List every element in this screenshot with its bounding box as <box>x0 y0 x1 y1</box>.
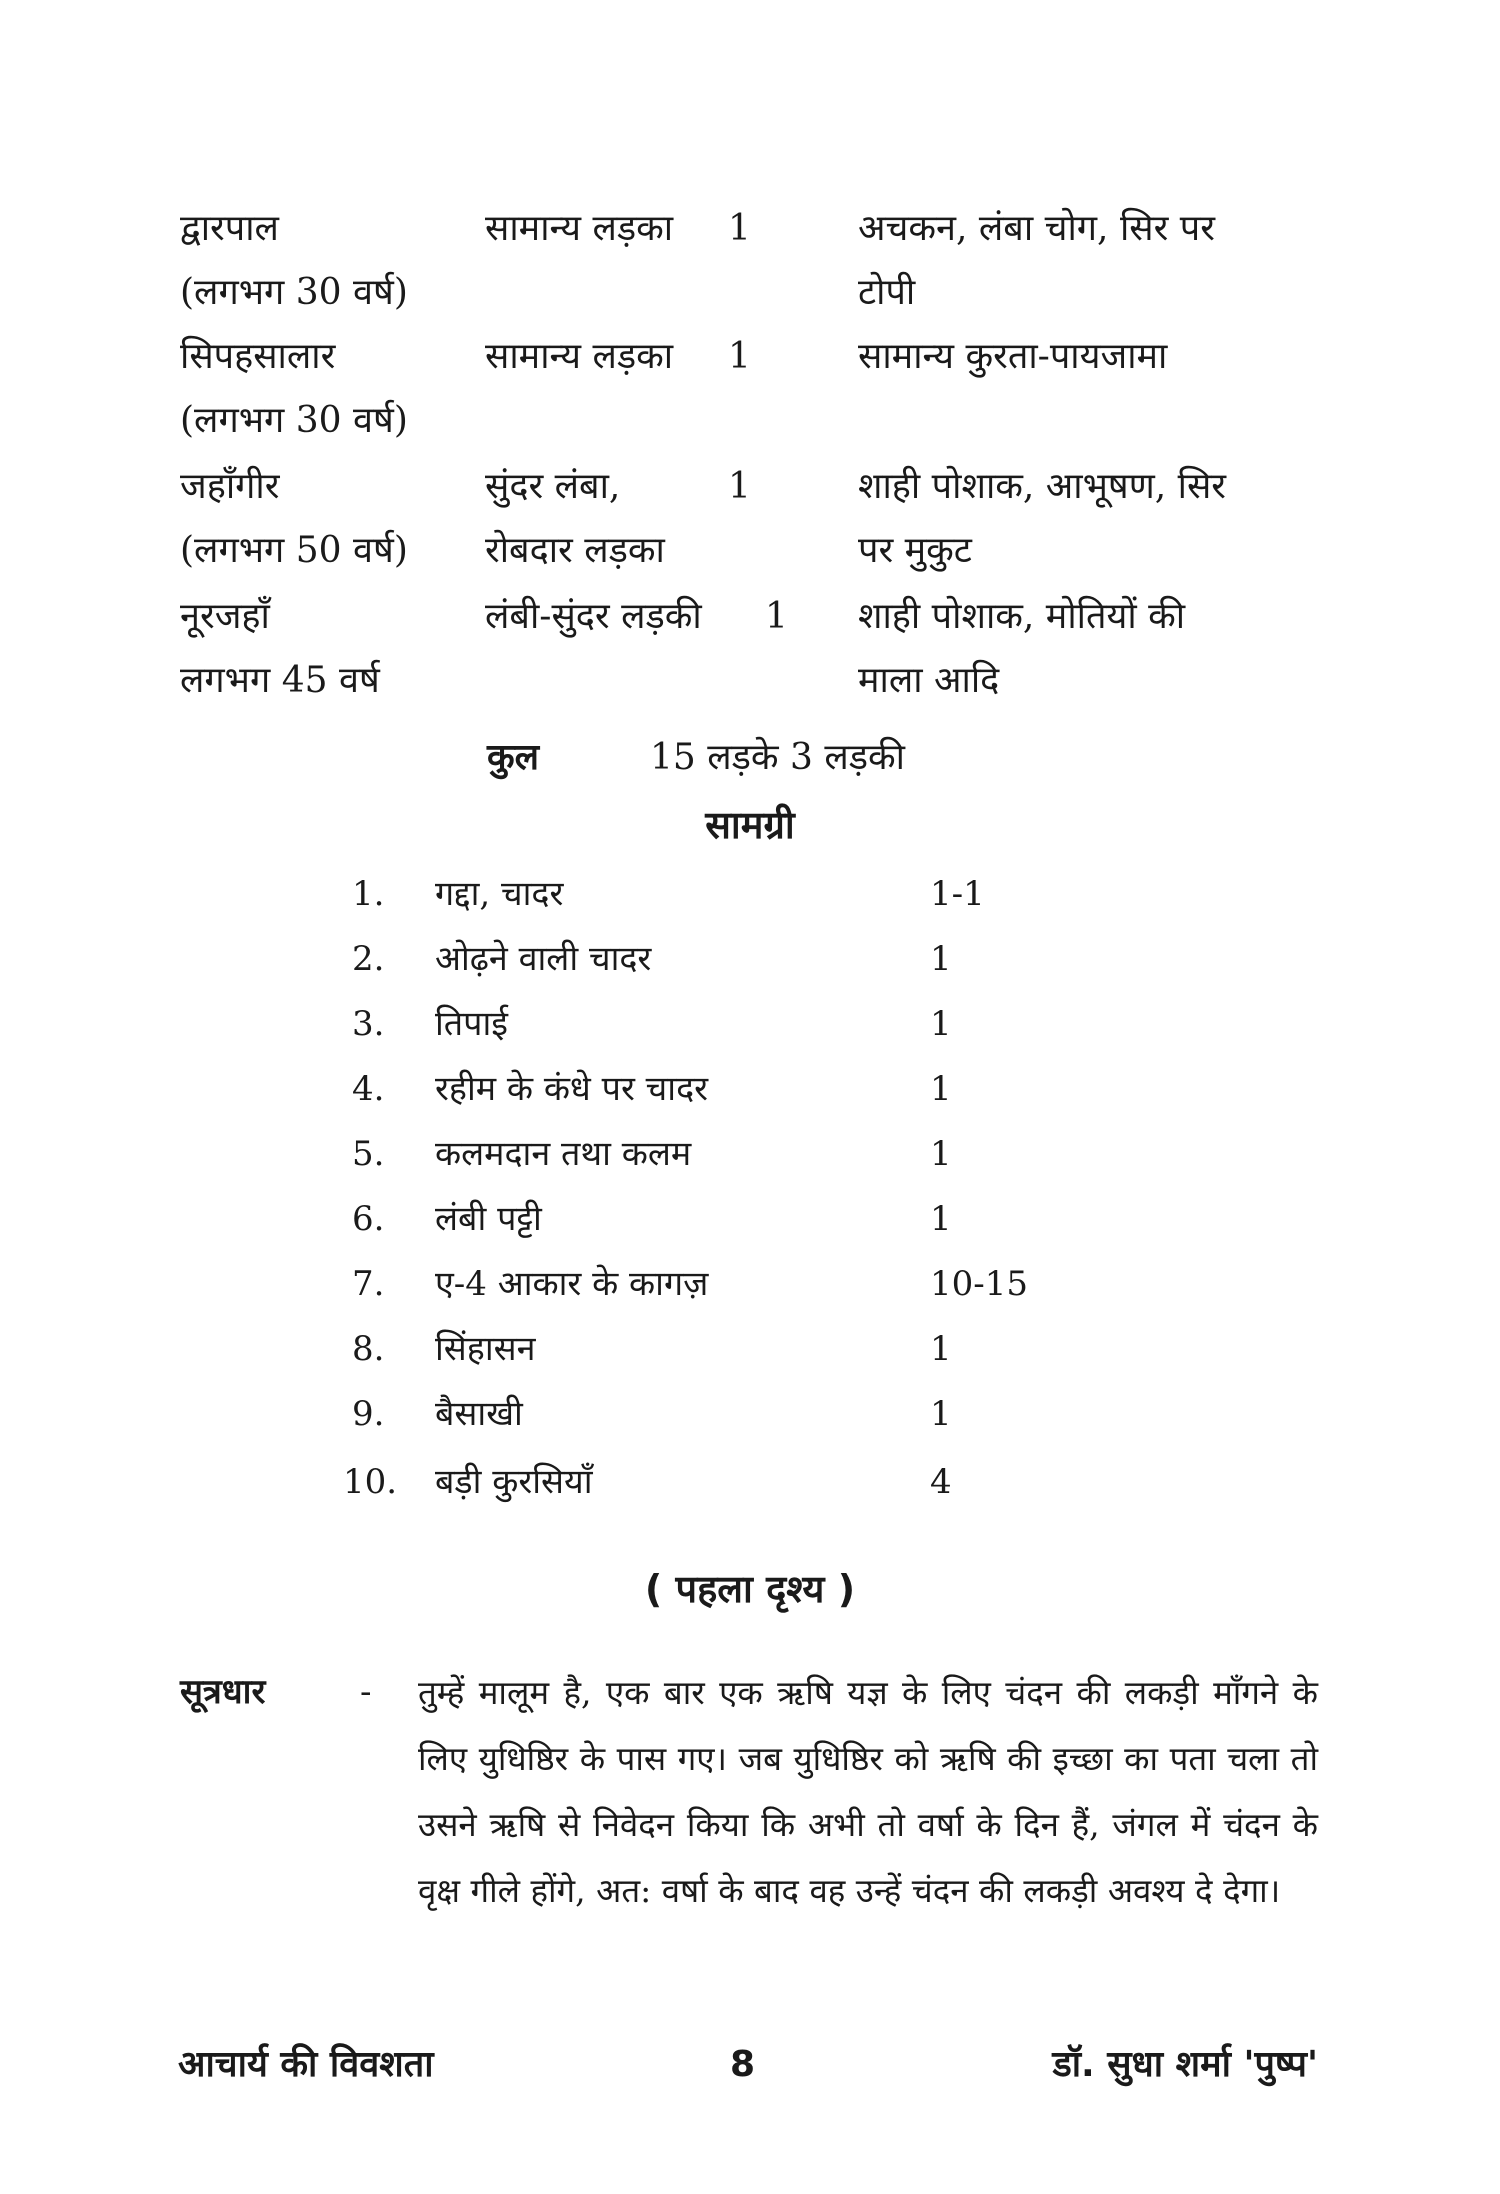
material-item <box>0 862 1500 926</box>
cast-costume: शाही पोशाक, मोतियों की <box>858 596 1186 637</box>
cast-age: (लगभग 50 वर्ष) <box>180 530 408 571</box>
material-item <box>0 1317 1500 1381</box>
cast-row <box>0 197 1500 261</box>
cast-count: 1 <box>728 208 751 249</box>
cast-row <box>0 519 1500 583</box>
cast-costume: सामान्य कुरता-पायजामा <box>858 336 1168 377</box>
material-name: ओढ़ने वाली चादर <box>435 939 652 979</box>
material-qty: 1 <box>930 1134 952 1174</box>
material-name: तिपाई <box>435 1004 508 1044</box>
cast-row <box>0 389 1500 453</box>
material-number: 8. <box>352 1329 385 1369</box>
cast-count: 1 <box>728 336 751 377</box>
material-qty: 1 <box>930 1004 952 1044</box>
cast-count: 1 <box>765 596 788 637</box>
material-number: 2. <box>352 939 385 979</box>
cast-row <box>0 261 1500 325</box>
cast-age: (लगभग 30 वर्ष) <box>180 272 408 313</box>
material-number: 1. <box>352 874 385 914</box>
material-name: रहीम के कंधे पर चादर <box>435 1069 709 1109</box>
material-number: 3. <box>352 1004 385 1044</box>
cast-row <box>0 325 1500 389</box>
material-name: गद्दा, चादर <box>435 874 564 914</box>
material-item <box>0 992 1500 1056</box>
material-name: ए-4 आकार के कागज़ <box>435 1264 709 1304</box>
material-item <box>0 1187 1500 1251</box>
page-footer <box>0 2030 1500 2100</box>
cast-age: लगभग 45 वर्ष <box>180 660 380 701</box>
cast-role: सिपहसालार <box>180 336 336 377</box>
material-number: 6. <box>352 1199 385 1239</box>
cast-actor: सुंदर लंबा, <box>485 466 621 507</box>
footer-author: डॉ. सुधा शर्मा 'पुष्प' <box>1052 2044 1318 2085</box>
material-qty: 1 <box>930 1199 952 1239</box>
material-item <box>0 1057 1500 1121</box>
material-number: 5. <box>352 1134 385 1174</box>
cast-row <box>0 649 1500 713</box>
material-qty: 10-15 <box>930 1264 1029 1304</box>
cast-row <box>0 585 1500 649</box>
cast-costume-cont: माला आदि <box>858 660 1000 701</box>
material-qty: 1 <box>930 1069 952 1109</box>
cast-actor-cont: रोबदार लड़का <box>485 530 665 571</box>
material-name: कलमदान तथा कलम <box>435 1134 692 1174</box>
cast-row <box>0 455 1500 519</box>
material-name: लंबी पट्टी <box>435 1199 542 1239</box>
material-qty: 4 <box>930 1462 952 1502</box>
material-number: 10. <box>343 1462 398 1502</box>
material-name: बैसाखी <box>435 1394 523 1434</box>
material-qty: 1-1 <box>930 874 985 914</box>
cast-costume-cont: टोपी <box>858 272 916 313</box>
material-qty: 1 <box>930 1329 952 1369</box>
speaker-name: सूत्रधार <box>180 1672 266 1712</box>
dialogue-block <box>0 1660 1500 1960</box>
material-qty: 1 <box>930 1394 952 1434</box>
cast-actor: सामान्य लड़का <box>485 336 674 377</box>
material-number: 9. <box>352 1394 385 1434</box>
material-item <box>0 1450 1500 1514</box>
cast-role: द्वारपाल <box>180 208 279 249</box>
cast-actor: लंबी-सुंदर लड़की <box>485 596 702 637</box>
total-label: कुल <box>487 737 540 778</box>
material-name: बड़ी कुरसियाँ <box>435 1462 593 1502</box>
footer-title: आचार्य की विवशता <box>178 2044 434 2085</box>
material-item <box>0 927 1500 991</box>
material-name: सिंहासन <box>435 1329 536 1369</box>
cast-costume: शाही पोशाक, आभूषण, सिर <box>858 466 1227 507</box>
cast-costume: अचकन, लंबा चोग, सिर पर <box>858 208 1215 249</box>
cast-costume-cont: पर मुकुट <box>858 530 972 571</box>
materials-heading: सामग्री <box>705 803 795 847</box>
cast-total <box>0 728 1500 788</box>
material-item <box>0 1382 1500 1446</box>
material-number: 7. <box>352 1264 385 1304</box>
dialogue-text: तुम्हें मालूम है, एक बार एक ऋषि यज्ञ के लिए चंदन की लकड़ी माँगने के लिए युधिष्ठिर के पास गए। जब युधिष्ठिर को ऋषि की इच्छा का पता चला तो उसने ऋषि से निवेदन किया कि अभी तो वर्षा के दिन हैं, जंगल में चंदन के वृक्ष गीले होंगे, अत: वर्षा के बाद वह उन्हें चंदन की लकड़ी अवश्य दे देगा। <box>418 1673 1318 1910</box>
cast-age: (लगभग 30 वर्ष) <box>180 400 408 441</box>
material-item <box>0 1122 1500 1186</box>
scene-heading: ( पहला दृश्य ) <box>644 1567 856 1611</box>
cast-count: 1 <box>728 466 751 507</box>
page-number: 8 <box>730 2044 756 2085</box>
dialogue-dash: - <box>360 1672 372 1712</box>
material-qty: 1 <box>930 939 952 979</box>
material-item <box>0 1252 1500 1316</box>
cast-role: जहाँगीर <box>180 466 280 507</box>
cast-actor: सामान्य लड़का <box>485 208 674 249</box>
total-text: 15 लड़के 3 लड़की <box>650 737 905 778</box>
material-number: 4. <box>352 1069 385 1109</box>
cast-role: नूरजहाँ <box>180 596 270 637</box>
